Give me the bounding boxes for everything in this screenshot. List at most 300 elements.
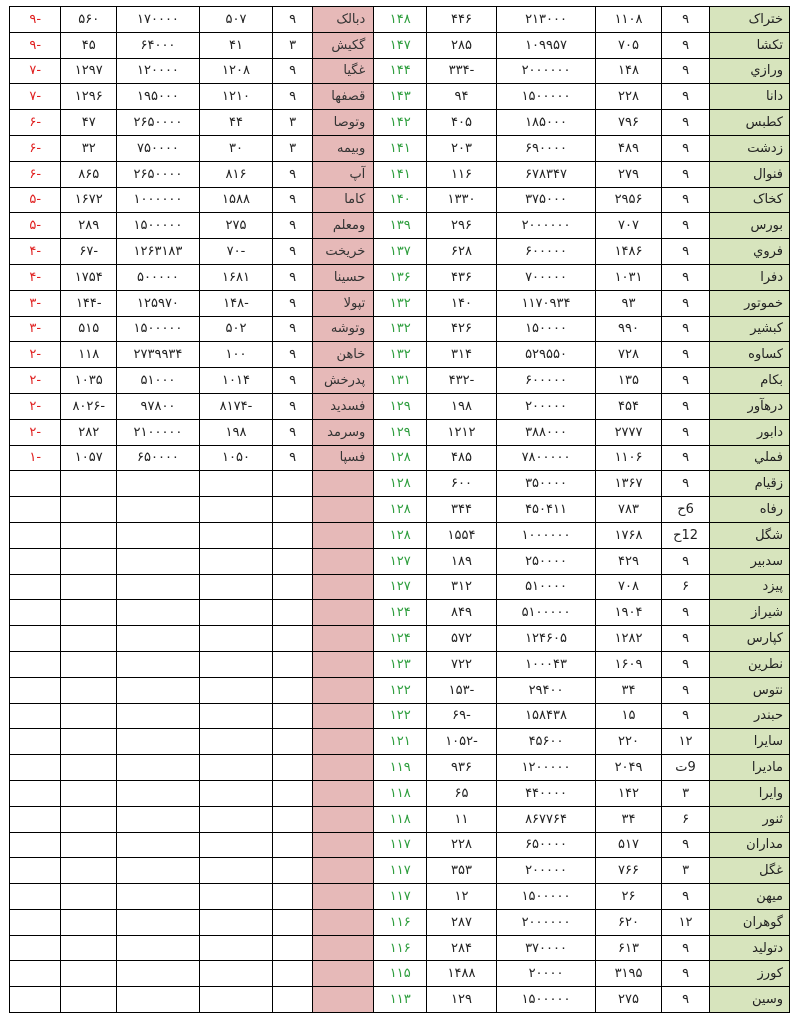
cell-right-value-3: ۹۷۸۰۰ <box>117 393 200 419</box>
cell-symbol: پیزد <box>710 574 790 600</box>
cell-right-value-3: ۱۰۰۰۰۰۰ <box>117 187 200 213</box>
cell-right-value-4 <box>61 548 117 574</box>
cell-rank: ۱۴۱ <box>374 161 427 187</box>
table-row <box>10 213 790 239</box>
cell-right-delta: -۵ <box>10 187 61 213</box>
cell-right-symbol: کاما <box>312 187 373 213</box>
cell-rank: ۱۲۹ <box>374 419 427 445</box>
cell-right-value-4: ۲۸۲ <box>61 419 117 445</box>
cell-right-delta: -۲ <box>10 368 61 394</box>
cell-symbol: میهن <box>710 884 790 910</box>
cell-rank: ۱۲۴ <box>374 600 427 626</box>
cell-right-value-4: ۴۷ <box>61 110 117 136</box>
cell-symbol: نتوس <box>710 677 790 703</box>
cell-value-1: ۹ <box>661 264 710 290</box>
cell-right-value-4 <box>61 497 117 523</box>
cell-rank: ۱۲۸ <box>374 471 427 497</box>
cell-value-4: ۳۱۴ <box>427 342 497 368</box>
cell-rank: ۱۱۸ <box>374 806 427 832</box>
cell-right-symbol <box>312 522 373 548</box>
table-row <box>10 858 790 884</box>
cell-right-value-4 <box>61 832 117 858</box>
cell-value-1: ۹ <box>661 987 710 1013</box>
cell-value-4: -۱۵۳ <box>427 677 497 703</box>
cell-right-delta <box>10 600 61 626</box>
cell-right-value-1 <box>273 677 313 703</box>
cell-right-value-1: ۹ <box>273 393 313 419</box>
cell-symbol: کساوه <box>710 342 790 368</box>
cell-right-value-2 <box>199 600 272 626</box>
cell-symbol: کطبس <box>710 110 790 136</box>
cell-right-value-4 <box>61 806 117 832</box>
stock-table <box>9 6 790 1013</box>
cell-right-value-3 <box>117 935 200 961</box>
cell-right-value-4: ۲۸۹ <box>61 213 117 239</box>
cell-right-value-4: ۵۶۰ <box>61 7 117 33</box>
cell-right-symbol: وتوشه <box>312 316 373 342</box>
cell-value-1: ۹ <box>661 832 710 858</box>
table-row <box>10 84 790 110</box>
table-row <box>10 703 790 729</box>
cell-right-delta <box>10 497 61 523</box>
cell-value-3: ۳۷۵۰۰۰ <box>496 187 596 213</box>
cell-right-value-4: -۱۴۴ <box>61 290 117 316</box>
cell-right-symbol <box>312 935 373 961</box>
cell-right-value-2: ۱۰۱۴ <box>199 368 272 394</box>
cell-value-3: ۱۰۹۹۵۷ <box>496 32 596 58</box>
cell-right-value-4 <box>61 471 117 497</box>
cell-right-value-3 <box>117 755 200 781</box>
cell-right-value-3 <box>117 832 200 858</box>
cell-right-symbol <box>312 909 373 935</box>
cell-value-1: ۹ <box>661 187 710 213</box>
cell-right-symbol <box>312 651 373 677</box>
cell-right-symbol <box>312 471 373 497</box>
cell-right-value-3 <box>117 987 200 1013</box>
cell-value-4: ۶۲۸ <box>427 239 497 265</box>
cell-value-4: ۲۸۷ <box>427 909 497 935</box>
cell-rank: ۱۴۸ <box>374 7 427 33</box>
cell-right-delta <box>10 780 61 806</box>
cell-right-symbol <box>312 780 373 806</box>
table-row <box>10 548 790 574</box>
cell-value-2: ۱۴۸۶ <box>596 239 662 265</box>
cell-right-symbol <box>312 858 373 884</box>
cell-rank: ۱۲۱ <box>374 729 427 755</box>
cell-symbol: خموتور <box>710 290 790 316</box>
cell-symbol: غگل <box>710 858 790 884</box>
cell-rank: ۱۳۱ <box>374 368 427 394</box>
cell-right-symbol: غگیا <box>312 58 373 84</box>
cell-right-value-1 <box>273 961 313 987</box>
cell-right-value-4 <box>61 909 117 935</box>
cell-value-1: ۳ <box>661 858 710 884</box>
cell-right-value-1 <box>273 626 313 652</box>
cell-symbol: مداران <box>710 832 790 858</box>
table-row <box>10 368 790 394</box>
cell-value-3: ۴۵۰۴۱۱ <box>496 497 596 523</box>
cell-right-value-1 <box>273 651 313 677</box>
cell-value-3: ۵۲۹۵۵۰ <box>496 342 596 368</box>
cell-right-value-4 <box>61 600 117 626</box>
cell-symbol: زقیام <box>710 471 790 497</box>
cell-value-4: ۱۹۸ <box>427 393 497 419</box>
cell-rank: ۱۴۰ <box>374 187 427 213</box>
cell-right-value-2 <box>199 780 272 806</box>
cell-rank: ۱۴۷ <box>374 32 427 58</box>
cell-symbol: کورز <box>710 961 790 987</box>
cell-value-4: ۲۹۶ <box>427 213 497 239</box>
cell-right-delta: -۳ <box>10 290 61 316</box>
cell-right-symbol <box>312 987 373 1013</box>
cell-right-delta: -۷ <box>10 84 61 110</box>
cell-right-value-2 <box>199 832 272 858</box>
cell-right-value-4 <box>61 522 117 548</box>
cell-right-delta: -۴ <box>10 264 61 290</box>
cell-value-3: ۳۸۸۰۰۰ <box>496 419 596 445</box>
cell-value-1: ۹ <box>661 419 710 445</box>
cell-right-value-4: ۱۰۵۷ <box>61 445 117 471</box>
cell-value-2: ۱۹۰۴ <box>596 600 662 626</box>
cell-value-4: ۱۲۹ <box>427 987 497 1013</box>
cell-value-3: ۳۷۰۰۰۰ <box>496 935 596 961</box>
table-row <box>10 264 790 290</box>
cell-right-symbol <box>312 548 373 574</box>
cell-right-value-3 <box>117 780 200 806</box>
cell-right-delta <box>10 522 61 548</box>
cell-right-value-4 <box>61 858 117 884</box>
cell-value-3: ۲۰۰۰۰ <box>496 961 596 987</box>
cell-right-value-3 <box>117 806 200 832</box>
cell-right-value-2 <box>199 703 272 729</box>
cell-right-symbol: ومعلم <box>312 213 373 239</box>
cell-right-value-3: ۱۹۵۰۰۰ <box>117 84 200 110</box>
table-row <box>10 290 790 316</box>
cell-value-2: ۱۱۰۸ <box>596 7 662 33</box>
cell-value-3: ۶۷۸۳۴۷ <box>496 161 596 187</box>
cell-symbol: ورازي <box>710 58 790 84</box>
cell-right-value-4 <box>61 626 117 652</box>
table-row <box>10 884 790 910</box>
table-row <box>10 187 790 213</box>
table-row <box>10 497 790 523</box>
cell-value-4: ۴۴۶ <box>427 7 497 33</box>
cell-right-value-1 <box>273 703 313 729</box>
cell-value-3: ۳۵۰۰۰۰ <box>496 471 596 497</box>
cell-right-value-3 <box>117 677 200 703</box>
cell-value-3: ۱۰۰۰۴۳ <box>496 651 596 677</box>
table-row <box>10 58 790 84</box>
cell-right-value-1: ۹ <box>273 239 313 265</box>
cell-value-3: ۵۱۰۰۰۰ <box>496 574 596 600</box>
cell-right-value-3 <box>117 471 200 497</box>
cell-right-value-1: ۹ <box>273 316 313 342</box>
cell-value-3: ۱۵۰۰۰۰۰ <box>496 84 596 110</box>
cell-right-delta <box>10 961 61 987</box>
cell-right-value-1: ۹ <box>273 58 313 84</box>
cell-right-symbol <box>312 497 373 523</box>
cell-right-delta: -۶ <box>10 161 61 187</box>
cell-value-4: -۶۹ <box>427 703 497 729</box>
cell-right-value-2: ۱۲۱۰ <box>199 84 272 110</box>
cell-right-delta <box>10 987 61 1013</box>
table-row <box>10 780 790 806</box>
cell-value-2: ۲۷۵ <box>596 987 662 1013</box>
cell-value-2: ۱۰۳۱ <box>596 264 662 290</box>
cell-value-3: ۲۰۰۰۰۰۰ <box>496 213 596 239</box>
cell-right-delta <box>10 471 61 497</box>
cell-right-value-1: ۹ <box>273 342 313 368</box>
cell-right-symbol: پدرخش <box>312 368 373 394</box>
cell-value-2: ۲۰۴۹ <box>596 755 662 781</box>
cell-right-value-1 <box>273 884 313 910</box>
cell-right-value-1: ۹ <box>273 161 313 187</box>
cell-right-value-3: ۱۲۶۳۱۸۳ <box>117 239 200 265</box>
cell-value-1: ۹ <box>661 84 710 110</box>
cell-rank: ۱۱۷ <box>374 832 427 858</box>
cell-value-4: ۹۴ <box>427 84 497 110</box>
cell-right-value-3: ۱۵۰۰۰۰۰ <box>117 213 200 239</box>
cell-right-delta <box>10 651 61 677</box>
cell-value-3: ۴۵۶۰۰ <box>496 729 596 755</box>
cell-right-value-3: ۵۱۰۰۰ <box>117 368 200 394</box>
cell-value-4: ۱۱ <box>427 806 497 832</box>
cell-right-value-2 <box>199 677 272 703</box>
cell-right-symbol: خریخت <box>312 239 373 265</box>
cell-symbol: نطرین <box>710 651 790 677</box>
cell-right-value-1 <box>273 729 313 755</box>
cell-right-value-3 <box>117 884 200 910</box>
cell-symbol: فروي <box>710 239 790 265</box>
cell-right-delta <box>10 935 61 961</box>
cell-symbol: کبشیر <box>710 316 790 342</box>
cell-value-2: ۷۲۸ <box>596 342 662 368</box>
cell-value-1: ۹ <box>661 677 710 703</box>
cell-value-4: ۱۲ <box>427 884 497 910</box>
table-row <box>10 342 790 368</box>
cell-right-value-1: ۹ <box>273 7 313 33</box>
cell-right-value-1: ۹ <box>273 290 313 316</box>
cell-right-delta <box>10 729 61 755</box>
cell-symbol: دابور <box>710 419 790 445</box>
cell-value-3: ۱۸۵۰۰۰ <box>496 110 596 136</box>
cell-right-value-2 <box>199 858 272 884</box>
cell-right-value-4: ۱۱۸ <box>61 342 117 368</box>
cell-right-value-2: ۵۰۲ <box>199 316 272 342</box>
cell-value-4: ۹۳۶ <box>427 755 497 781</box>
cell-symbol: سدبیر <box>710 548 790 574</box>
cell-right-value-3: ۶۵۰۰۰۰ <box>117 445 200 471</box>
table-row <box>10 419 790 445</box>
cell-rank: ۱۱۸ <box>374 780 427 806</box>
cell-right-value-1 <box>273 987 313 1013</box>
cell-value-1: ۹ <box>661 316 710 342</box>
cell-symbol: ثنور <box>710 806 790 832</box>
cell-value-3: ۱۵۰۰۰۰ <box>496 316 596 342</box>
table-row <box>10 445 790 471</box>
cell-right-value-3: ۲۱۰۰۰۰۰ <box>117 419 200 445</box>
cell-right-value-2 <box>199 987 272 1013</box>
cell-right-value-2 <box>199 909 272 935</box>
cell-value-1: 12ح <box>661 522 710 548</box>
cell-value-1: ۹ <box>661 135 710 161</box>
cell-value-1: ۹ <box>661 651 710 677</box>
table-row <box>10 987 790 1013</box>
cell-right-value-3 <box>117 626 200 652</box>
cell-right-value-1 <box>273 832 313 858</box>
cell-value-3: ۱۲۰۰۰۰۰ <box>496 755 596 781</box>
cell-rank: ۱۳۷ <box>374 239 427 265</box>
cell-rank: ۱۳۲ <box>374 290 427 316</box>
table-row <box>10 677 790 703</box>
cell-rank: ۱۴۲ <box>374 110 427 136</box>
cell-right-symbol <box>312 729 373 755</box>
cell-value-4: -۱۰۵۲ <box>427 729 497 755</box>
cell-value-4: ۱۴۰ <box>427 290 497 316</box>
cell-right-value-2: ۱۵۸۸ <box>199 187 272 213</box>
cell-right-delta <box>10 806 61 832</box>
table-row <box>10 161 790 187</box>
cell-value-2: ۹۳ <box>596 290 662 316</box>
cell-value-3: ۱۰۰۰۰۰۰ <box>496 522 596 548</box>
cell-value-1: ۹ <box>661 961 710 987</box>
cell-rank: ۱۲۴ <box>374 626 427 652</box>
cell-right-value-2: ۳۰ <box>199 135 272 161</box>
cell-value-4: ۶۵ <box>427 780 497 806</box>
cell-right-value-4 <box>61 703 117 729</box>
cell-value-2: ۱۵ <box>596 703 662 729</box>
cell-rank: ۱۲۷ <box>374 548 427 574</box>
cell-right-symbol: حسینا <box>312 264 373 290</box>
cell-symbol: زدشت <box>710 135 790 161</box>
cell-right-symbol: وتوصا <box>312 110 373 136</box>
cell-value-1: ۳ <box>661 780 710 806</box>
cell-right-value-2: ۱۶۸۱ <box>199 264 272 290</box>
cell-value-3: ۲۱۳۰۰۰ <box>496 7 596 33</box>
cell-value-4: ۸۴۹ <box>427 600 497 626</box>
cell-value-1: ۹ <box>661 213 710 239</box>
cell-symbol: شگل <box>710 522 790 548</box>
cell-right-symbol <box>312 574 373 600</box>
table-row <box>10 651 790 677</box>
cell-value-2: ۱۱۰۶ <box>596 445 662 471</box>
cell-value-4: ۳۵۳ <box>427 858 497 884</box>
cell-right-value-4: -۸۰۲۶ <box>61 393 117 419</box>
cell-right-value-3 <box>117 961 200 987</box>
cell-value-2: ۲۹۵۶ <box>596 187 662 213</box>
cell-right-value-2: ۱۰۰ <box>199 342 272 368</box>
cell-symbol: وسین <box>710 987 790 1013</box>
cell-right-value-3: ۶۴۰۰۰ <box>117 32 200 58</box>
cell-value-3: ۶۹۰۰۰۰ <box>496 135 596 161</box>
cell-symbol: سایرا <box>710 729 790 755</box>
cell-right-value-4: ۸۶۵ <box>61 161 117 187</box>
cell-right-value-3: ۱۲۰۰۰۰ <box>117 58 200 84</box>
cell-right-symbol <box>312 832 373 858</box>
cell-value-4: ۴۰۵ <box>427 110 497 136</box>
cell-value-2: ۶۲۰ <box>596 909 662 935</box>
cell-right-value-1 <box>273 780 313 806</box>
cell-value-1: ۹ <box>661 626 710 652</box>
cell-value-1: ۶ <box>661 806 710 832</box>
cell-right-value-4 <box>61 987 117 1013</box>
cell-symbol: ختراک <box>710 7 790 33</box>
cell-value-3: ۵۱۰۰۰۰۰ <box>496 600 596 626</box>
cell-right-delta: -۲ <box>10 419 61 445</box>
cell-value-1: ۹ <box>661 884 710 910</box>
cell-value-3: ۸۶۷۷۶۴ <box>496 806 596 832</box>
table-row <box>10 729 790 755</box>
cell-right-value-3 <box>117 858 200 884</box>
cell-value-4: -۳۳۴ <box>427 58 497 84</box>
cell-right-value-1 <box>273 471 313 497</box>
cell-value-2: ۷۹۶ <box>596 110 662 136</box>
cell-value-3: ۲۰۰۰۰۰ <box>496 393 596 419</box>
cell-right-value-3: ۲۶۵۰۰۰۰ <box>117 161 200 187</box>
cell-value-2: ۱۴۲ <box>596 780 662 806</box>
cell-right-delta: -۷ <box>10 58 61 84</box>
cell-value-2: ۱۲۸۲ <box>596 626 662 652</box>
table-row <box>10 471 790 497</box>
cell-value-1: ۹ <box>661 239 710 265</box>
cell-right-value-4 <box>61 729 117 755</box>
cell-right-value-2: -۸۱۷۴ <box>199 393 272 419</box>
cell-value-1: ۹ <box>661 7 710 33</box>
cell-right-value-2 <box>199 884 272 910</box>
cell-right-value-2 <box>199 729 272 755</box>
cell-value-2: ۱۶۰۹ <box>596 651 662 677</box>
cell-right-value-4 <box>61 574 117 600</box>
cell-value-4: ۴۲۶ <box>427 316 497 342</box>
cell-symbol: فملي <box>710 445 790 471</box>
cell-value-2: ۴۲۹ <box>596 548 662 574</box>
table-row <box>10 755 790 781</box>
cell-right-value-4 <box>61 651 117 677</box>
cell-right-value-2 <box>199 806 272 832</box>
cell-value-4: ۲۰۳ <box>427 135 497 161</box>
cell-right-symbol <box>312 626 373 652</box>
cell-right-delta <box>10 703 61 729</box>
cell-right-value-3 <box>117 600 200 626</box>
cell-right-value-3 <box>117 574 200 600</box>
cell-value-3: ۱۵۰۰۰۰۰ <box>496 987 596 1013</box>
cell-right-value-3 <box>117 548 200 574</box>
cell-right-value-3 <box>117 729 200 755</box>
cell-value-4: ۱۲۱۲ <box>427 419 497 445</box>
cell-right-symbol: دبالک <box>312 7 373 33</box>
cell-right-value-4 <box>61 935 117 961</box>
cell-right-value-4 <box>61 677 117 703</box>
cell-symbol: بکام <box>710 368 790 394</box>
cell-value-2: ۴۵۴ <box>596 393 662 419</box>
cell-value-1: ۹ <box>661 368 710 394</box>
cell-value-3: ۱۵۸۴۳۸ <box>496 703 596 729</box>
cell-symbol: گوهران <box>710 909 790 935</box>
cell-value-1: ۹ <box>661 935 710 961</box>
table-row <box>10 393 790 419</box>
cell-right-delta: -۴ <box>10 239 61 265</box>
cell-right-delta <box>10 858 61 884</box>
cell-right-delta <box>10 832 61 858</box>
cell-value-1: ۹ <box>661 393 710 419</box>
cell-rank: ۱۱۷ <box>374 884 427 910</box>
cell-right-value-1: ۹ <box>273 368 313 394</box>
cell-right-symbol: فسپا <box>312 445 373 471</box>
cell-right-value-4: ۴۵ <box>61 32 117 58</box>
cell-rank: ۱۲۲ <box>374 677 427 703</box>
cell-right-symbol: فسدید <box>312 393 373 419</box>
cell-right-value-3 <box>117 703 200 729</box>
